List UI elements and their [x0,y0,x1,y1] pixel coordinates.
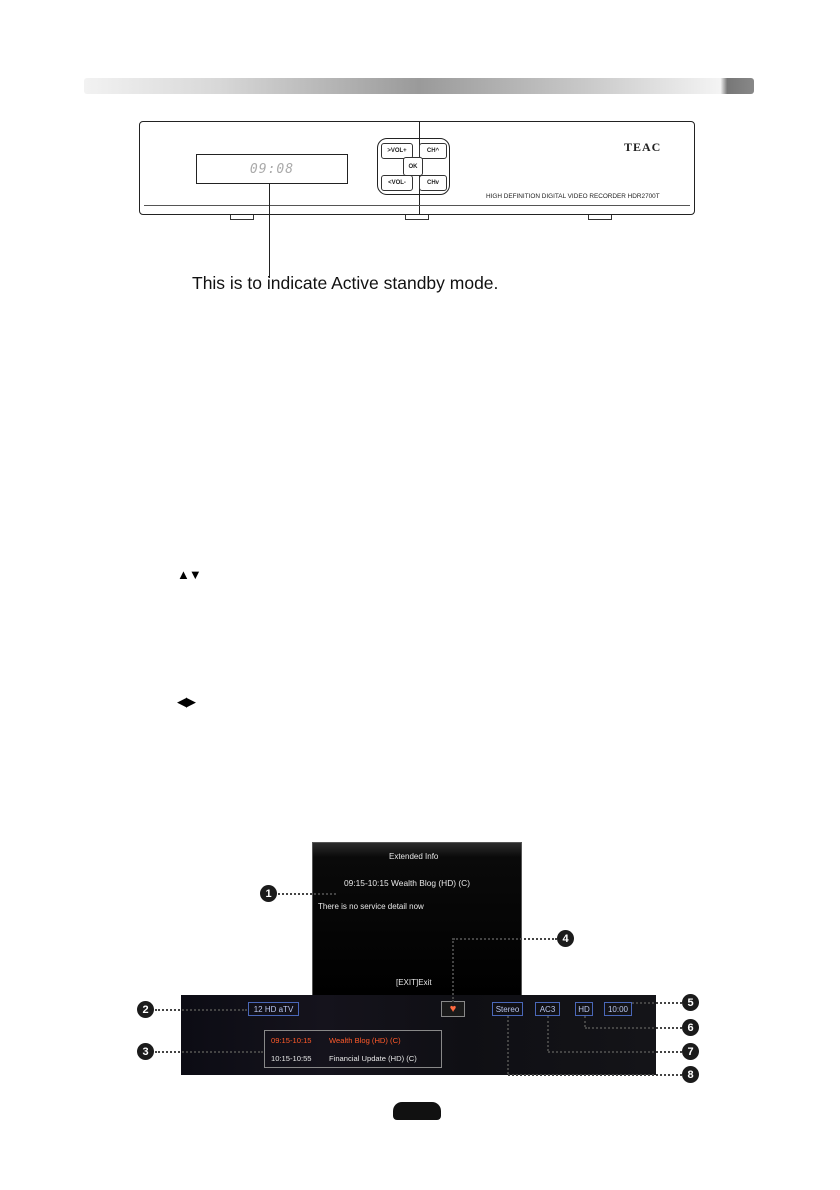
up-down-arrow-icon: ▲▼ [177,567,201,582]
callout-marker-5: 5 [682,994,699,1011]
control-pad [377,138,450,195]
page-number-tab [393,1102,441,1120]
display-time: 09:08 [249,161,295,177]
standby-caption: This is to indicate Active standby mode. [192,273,499,293]
leader-line [547,1016,549,1051]
left-right-arrow-icon: ◀▶ [177,694,195,709]
device-foot [588,215,612,220]
event-time: 09:15-10:15 [271,1036,312,1045]
audio-chip: Stereo [492,1002,523,1016]
popup-event: 09:15-10:15 Wealth Blog (HD) (C) [344,878,470,888]
front-display [196,154,348,184]
leader-line [278,893,336,895]
event-title: Financial Update (HD) (C) [329,1054,417,1063]
brand-logo: TEAC [624,140,662,154]
leader-line [508,1074,682,1076]
clock-chip: 10:00 [604,1002,632,1016]
leader-line [155,1051,263,1053]
leader-line [507,1016,509,1074]
leader-line [632,1002,682,1004]
panel-bottom-edge [144,205,690,206]
channel-chip: 12 HD aTV [248,1002,299,1016]
vol-down-button: <VOL- [381,175,413,191]
ok-button: OK [403,157,423,176]
callout-marker-7: 7 [682,1043,699,1060]
definition-chip: HD [575,1002,593,1016]
popup-title: Extended Info [389,852,439,861]
callout-marker-2: 2 [137,1001,154,1018]
leader-line [585,1027,682,1029]
ch-down-button: CHv [419,175,447,191]
vol-up-button: >VOL+ [381,143,413,159]
ch-up-button: CH^ [419,143,447,159]
callout-marker-4: 4 [557,930,574,947]
callout-marker-8: 8 [682,1066,699,1083]
callout-marker-3: 3 [137,1043,154,1060]
event-title: Wealth Blog (HD) (C) [329,1036,401,1045]
leader-line [584,1016,586,1027]
model-label: HIGH DEFINITION DIGITAL VIDEO RECORDER HDR2700T [486,193,660,200]
extended-info-popup [312,842,522,997]
leader-line [548,1051,682,1053]
callout-line [269,184,270,278]
device-foot [405,215,429,220]
popup-exit: [EXIT]Exit [396,978,432,987]
leader-line [155,1009,247,1011]
favourite-heart-icon: ♥ [441,1001,465,1017]
leader-line [453,938,557,940]
callout-marker-1: 1 [260,885,277,902]
header-bar [84,78,754,94]
popup-detail: There is no service detail now [318,902,424,911]
event-time: 10:15-10:55 [271,1054,312,1063]
event-list [264,1030,442,1068]
audio-codec-chip: AC3 [535,1002,560,1016]
device-foot [230,215,254,220]
callout-marker-6: 6 [682,1019,699,1036]
leader-line [452,938,454,1002]
